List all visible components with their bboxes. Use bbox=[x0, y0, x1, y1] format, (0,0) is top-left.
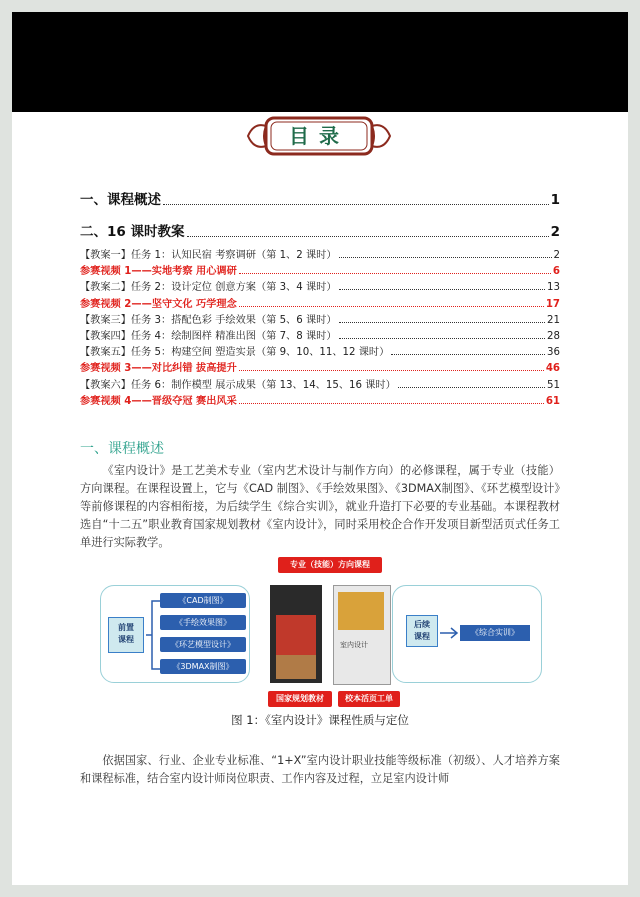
bracket-arrows bbox=[144, 597, 162, 673]
toc-sub-entry[interactable] bbox=[80, 343, 560, 358]
toc-sub-entry[interactable] bbox=[80, 327, 560, 342]
figure-top-tag: 专业（技能）方向课程 bbox=[278, 557, 382, 573]
body-paragraph: 依据国家、行业、企业专业标准、“1+X”室内设计职业技能等级标准（初级）、人才培养方案和课程标准，结合室内设计师岗位职责、工作内容及过程，立足室内设计师 bbox=[80, 754, 560, 785]
pre-course-item: 《3DMAX制图》 bbox=[160, 659, 246, 674]
toc-title: 目录 bbox=[289, 124, 349, 148]
toc-sub-entry[interactable] bbox=[80, 376, 560, 391]
toc-entry-label: 二、16 课时教案 bbox=[80, 224, 185, 240]
toc-page-number: 1 bbox=[550, 192, 560, 208]
toc-entry-label: 【教案四】任务 4：绘制图样 精准出图（第 7、8 课时） bbox=[80, 331, 337, 342]
leader-dots bbox=[239, 306, 544, 307]
toc-sub-entry[interactable] bbox=[80, 278, 560, 293]
toc-sub-entry[interactable] bbox=[80, 246, 560, 261]
toc-page-number: 46 bbox=[545, 363, 560, 375]
toc-page-number: 28 bbox=[547, 331, 560, 342]
post-course-item: 《综合实训》 bbox=[460, 625, 530, 641]
toc-page-number: 21 bbox=[547, 314, 560, 326]
leader-dots bbox=[339, 338, 546, 339]
toc-entry-label: 【教案五】任务 5：构建空间 塑造实景（第 9、10、11、12 课时） bbox=[80, 347, 390, 359]
toc-page-number: 61 bbox=[545, 395, 560, 407]
toc-sub-entry[interactable] bbox=[80, 392, 560, 407]
toc-sub-entry[interactable] bbox=[80, 311, 560, 326]
toc-entry-label: 【教案二】任务 2：设计定位 创意方案（第 3、4 课时） bbox=[80, 282, 337, 294]
leader-dots bbox=[239, 370, 544, 371]
book2-tag: 校本活页工单 bbox=[338, 691, 400, 707]
toc-entry-label: 参赛视频 4——晋级夺冠 赛出风采 bbox=[80, 395, 237, 407]
toc-entry-label: 参赛视频 2——坚守文化 巧学理念 bbox=[80, 298, 237, 310]
section-heading: 一、课程概述 bbox=[80, 441, 164, 457]
toc-entry-label: 【教案一】任务 1：认知民宿 考察调研（第 1、2 课时） bbox=[80, 250, 337, 261]
toc-entry-label: 参赛视频 1——实地考察 用心调研 bbox=[80, 266, 237, 278]
pre-course-item: 《CAD制图》 bbox=[160, 593, 246, 608]
textbook-image-2 bbox=[333, 585, 391, 685]
leader-dots bbox=[398, 387, 545, 388]
toc-entry-1[interactable] bbox=[80, 188, 560, 208]
body-paragraph: 《室内设计》是工艺美术专业（室内艺术设计与制作方向）的必修课程，属于专业（技能）方向课程。在课程设置上，它与《CAD 制图》、《手绘效果图》、《3DMAX制图》、《环艺模型设计》等前修课程的内容相衔接，为后续学生《综合实训》，就业升造打下必要的专业基础。本课程教材选自“十二五”职业教育国家规划教材《室内设计》，同时采用校企合作开发项目新型活页式任务工单进行实际教学。 bbox=[80, 464, 560, 549]
toc-page-number: 13 bbox=[547, 282, 560, 294]
leader-dots bbox=[239, 273, 551, 274]
arrow-icon bbox=[440, 627, 460, 639]
figure-caption: 图 1：《室内设计》课程性质与定位 bbox=[231, 713, 409, 727]
book1-tag: 国家规划教材 bbox=[268, 691, 332, 707]
leader-dots bbox=[187, 236, 549, 237]
toc-sub-entry[interactable] bbox=[80, 359, 560, 374]
book2-title: 室内设计 bbox=[340, 641, 368, 649]
leader-dots bbox=[391, 354, 545, 355]
leader-dots bbox=[239, 403, 544, 404]
pre-course-item: 《环艺模型设计》 bbox=[160, 637, 246, 652]
pre-course-item: 《手绘效果图》 bbox=[160, 615, 246, 630]
toc-sub-entry[interactable] bbox=[80, 262, 560, 277]
toc-entry-label: 【教案三】任务 3：搭配色彩 手绘效果（第 5、6 课时） bbox=[80, 314, 337, 326]
toc-page-number: 36 bbox=[547, 347, 560, 359]
leader-dots bbox=[163, 204, 549, 205]
toc-page-number: 51 bbox=[547, 379, 560, 391]
top-black-band bbox=[12, 12, 628, 112]
toc-entry-2[interactable] bbox=[80, 220, 560, 240]
toc-page-number: 17 bbox=[545, 298, 560, 310]
post-course-label: 后续 课程 bbox=[406, 615, 438, 647]
toc-entry-label: 一、课程概述 bbox=[80, 192, 161, 208]
toc-page-number: 6 bbox=[552, 266, 560, 278]
pre-course-label: 前置 课程 bbox=[108, 617, 144, 653]
leader-dots bbox=[339, 257, 552, 258]
toc-entry-label: 参赛视频 3——对比纠错 拔高提升 bbox=[80, 363, 237, 375]
textbook-image-1 bbox=[270, 585, 322, 683]
toc-page-number: 2 bbox=[553, 250, 560, 261]
course-figure bbox=[100, 557, 540, 707]
document-page bbox=[12, 112, 628, 885]
toc-page-number: 2 bbox=[550, 224, 560, 240]
leader-dots bbox=[339, 289, 546, 290]
toc-entry-label: 【教案六】任务 6：制作模型 展示成果（第 13、14、15、16 课时） bbox=[80, 379, 396, 391]
toc-sub-entry[interactable] bbox=[80, 295, 560, 310]
leader-dots bbox=[339, 322, 546, 323]
